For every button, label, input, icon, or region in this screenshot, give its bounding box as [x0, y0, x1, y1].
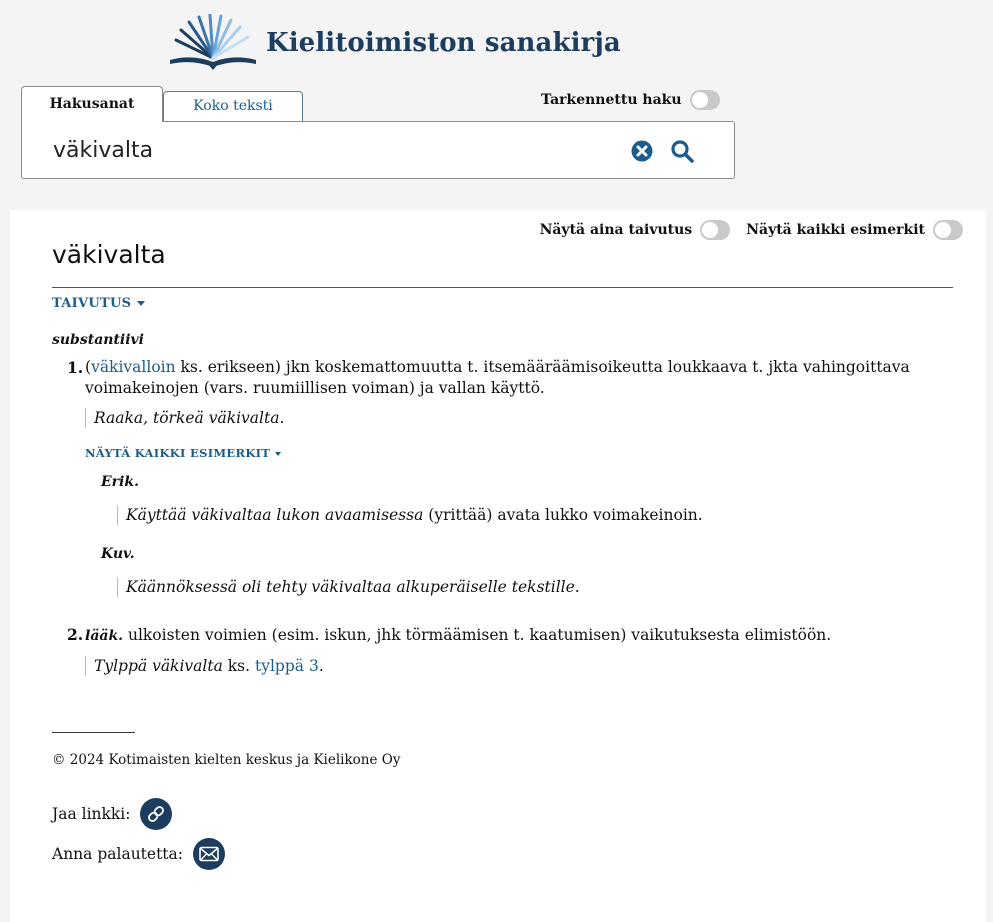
sense-number: 2.	[67, 625, 84, 644]
show-examples-toggle[interactable]	[933, 220, 963, 240]
example-italic: Tylppä väkivalta	[94, 657, 223, 675]
caret-down-icon	[275, 452, 281, 456]
usage-label-erik: Erik.	[101, 474, 139, 490]
sense-2	[52, 624, 952, 646]
field-label: lääk.	[85, 628, 124, 644]
site-title: Kielitoimiston sanakirja	[266, 28, 621, 58]
share-label: Jaa linkki:	[52, 805, 131, 823]
example-kuv	[117, 577, 580, 597]
mail-icon[interactable]	[193, 838, 225, 870]
advanced-search	[541, 90, 720, 110]
usage-label-kuv: Kuv.	[101, 546, 135, 562]
definition-text: ulkoisten voimien (esim. iskun, jhk törmäämisen t. kaatumisen) vaikutuksesta elimistöön.	[123, 626, 832, 644]
show-examples-option	[746, 220, 963, 240]
show-inflection-option	[540, 220, 731, 240]
example-italic: Käännöksessä oli tehty väkivaltaa alkuperäiselle tekstille.	[126, 578, 580, 596]
footer-divider	[52, 732, 135, 733]
show-all-examples-link[interactable]	[85, 446, 281, 460]
example-rest: (yrittää) avata lukko voimakeinoin.	[423, 506, 703, 524]
example-ref: ks.	[222, 657, 255, 675]
book-logo-icon	[168, 14, 258, 72]
advanced-search-toggle[interactable]	[690, 90, 720, 110]
sense-definition	[85, 624, 935, 647]
inflection-toggle-link[interactable]	[52, 296, 145, 311]
example-italic: Käyttää väkivaltaa lukon avaamisessa	[126, 506, 424, 524]
show-all-label: NÄYTÄ KAIKKI ESIMERKIT	[85, 446, 271, 460]
logo[interactable]	[168, 14, 621, 72]
search-icon[interactable]	[670, 139, 694, 163]
sense-number: 1.	[67, 358, 84, 377]
search-input[interactable]	[53, 132, 613, 168]
share-link-row	[52, 798, 172, 830]
link-vakivalloin[interactable]: väkivalloin	[91, 358, 176, 376]
sense-1	[52, 357, 952, 402]
show-inflection-label: Näytä aina taivutus	[539, 222, 693, 238]
example-text: Raaka, törkeä väkivalta.	[94, 409, 285, 427]
show-inflection-toggle[interactable]	[700, 220, 730, 240]
show-examples-label: Näytä kaikki esimerkit	[746, 222, 925, 238]
example	[85, 408, 284, 428]
example-end: .	[318, 657, 324, 675]
copyright: © 2024 Kotimaisten kielten keskus ja Kielikone Oy	[52, 752, 401, 768]
example-erik	[117, 505, 703, 525]
main-content	[10, 210, 986, 922]
search-box	[21, 121, 735, 179]
header	[0, 0, 993, 210]
sense-definition	[85, 357, 935, 399]
link-icon[interactable]	[140, 798, 172, 830]
tab-koko-teksti[interactable]: Koko teksti	[163, 91, 303, 122]
part-of-speech: substantiivi	[52, 332, 145, 348]
tab-hakusanat[interactable]: Hakusanat	[21, 86, 163, 122]
open-paren: (	[85, 358, 92, 376]
headword: väkivalta	[52, 240, 166, 269]
feedback-row	[52, 838, 225, 870]
clear-icon[interactable]	[631, 140, 653, 162]
display-options	[524, 220, 963, 240]
feedback-label: Anna palautetta:	[52, 845, 183, 863]
example	[85, 656, 324, 676]
advanced-search-label: Tarkennettu haku	[541, 92, 682, 108]
caret-down-icon	[137, 301, 145, 306]
definition-text: ks. erikseen) jkn koskemattomuutta t. itsemääräämisoikeutta loukkaava t. jkta vahingoittava voimakeinojen (vars. ruumiillisen voiman) ja vallan käyttö.	[85, 358, 910, 397]
divider	[52, 287, 953, 288]
link-tylppa-3[interactable]: tylppä 3	[254, 657, 319, 675]
inflection-label: TAIVUTUS	[52, 296, 132, 311]
